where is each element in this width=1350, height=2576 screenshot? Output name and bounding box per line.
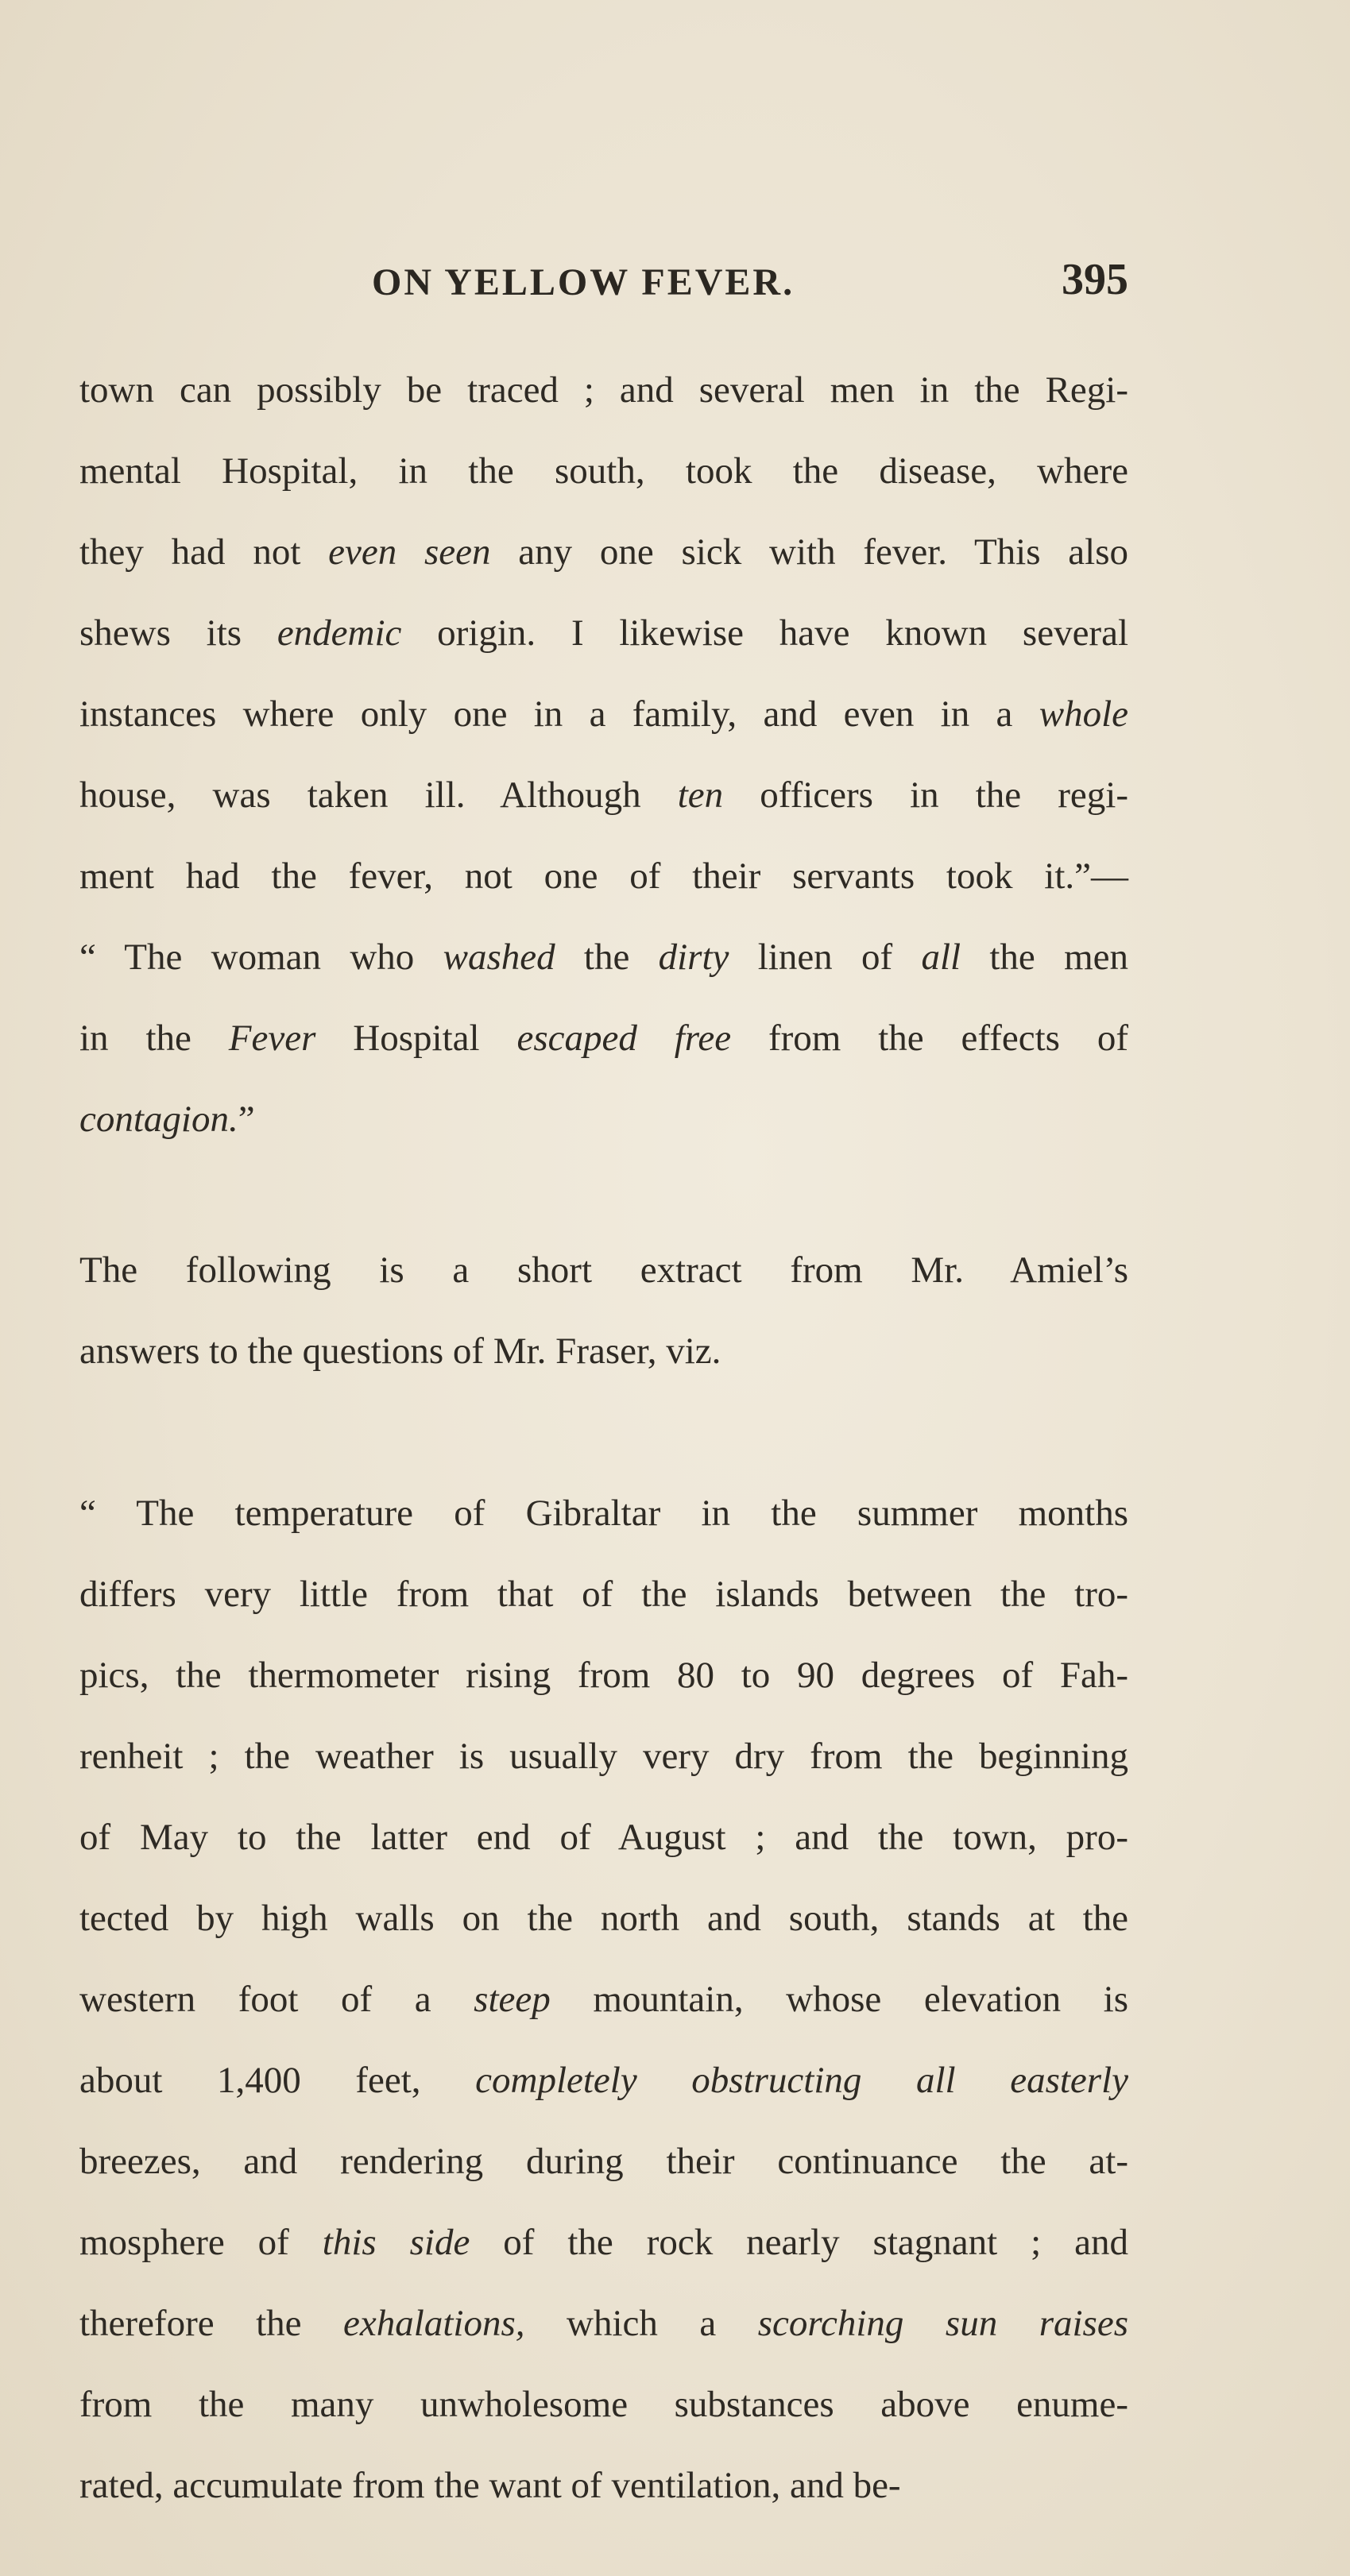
italic-text: dirty — [658, 937, 729, 978]
italic-text: washed — [443, 937, 555, 978]
text-run: of the rock nearly stagnant ; and — [470, 2222, 1128, 2263]
italic-text: exhalations, — [343, 2303, 525, 2344]
italic-text: whole — [1039, 693, 1128, 735]
italic-text: ten — [677, 774, 724, 816]
text-line — [79, 836, 1128, 917]
text-line — [79, 2040, 1128, 2121]
text-run: officers in the regi- — [723, 774, 1129, 816]
text-run: therefore the — [79, 2303, 344, 2344]
text-run: answers to the questions of Mr. Fraser, viz. — [79, 1330, 721, 1372]
text-line — [79, 1473, 1128, 1554]
text-run: Hospital — [315, 1018, 517, 1059]
text-run: which a — [524, 2303, 758, 2344]
paragraph-gap — [79, 1392, 1128, 1473]
text-line — [79, 1311, 1128, 1392]
paragraph — [79, 1473, 1128, 2526]
text-run: the — [555, 937, 659, 978]
text-line — [79, 2364, 1128, 2445]
text-run: origin. I likewise have known several — [401, 612, 1128, 654]
text-run: mountain, whose elevation is — [550, 1979, 1129, 2020]
paragraph — [79, 1230, 1128, 1392]
italic-text: scorching sun raises — [757, 2303, 1128, 2344]
text-line — [79, 1635, 1128, 1716]
text-line — [79, 350, 1128, 431]
text-line — [79, 755, 1128, 836]
text-line — [79, 1230, 1128, 1311]
text-line — [79, 431, 1128, 512]
text-line — [79, 1554, 1128, 1635]
text-run: mental Hospital, in the south, took the disease, where — [79, 450, 1128, 492]
italic-text: Fever — [228, 1018, 316, 1059]
italic-text: completely obstructing all easterly — [475, 2060, 1128, 2101]
text-run: tected by high walls on the north and south, stands at the — [79, 1898, 1128, 1939]
text-run: the men — [961, 937, 1128, 978]
italic-text: contagion. — [79, 1099, 238, 1140]
text-run: shews its — [79, 612, 277, 654]
text-line — [79, 593, 1128, 674]
text-run: “ The woman who — [79, 937, 443, 978]
text-run: town can possibly be traced ; and several men in the Regi- — [79, 369, 1128, 411]
text-run: from the many unwholesome substances above enume- — [79, 2384, 1128, 2425]
page-header — [79, 254, 1128, 326]
text-line — [79, 2202, 1128, 2283]
text-line — [79, 2445, 1128, 2526]
italic-text: endemic — [277, 612, 402, 654]
page-number: 395 — [1062, 255, 1128, 304]
text-run: of May to the latter end of August ; and the town, pro- — [79, 1817, 1128, 1858]
text-run: rated, accumulate from the want of ventilation, and be- — [79, 2465, 901, 2506]
text-line — [79, 1716, 1128, 1797]
italic-text: all — [921, 937, 961, 978]
text-run: in the — [79, 1018, 229, 1059]
text-run: from the effects of — [731, 1018, 1128, 1059]
text-run: they had not — [79, 531, 329, 573]
text-line — [79, 998, 1128, 1079]
text-line — [79, 1079, 1128, 1160]
text-run: linen of — [729, 937, 922, 978]
text-run: instances where only one in a family, and even in a — [79, 693, 1039, 735]
text-run: ment had the fever, not one of their servants took it.”— — [79, 855, 1128, 897]
text-run: house, was taken ill. Although — [79, 774, 678, 816]
text-run: pics, the thermometer rising from 80 to 90 degrees of Fah- — [79, 1655, 1128, 1696]
paragraph-gap — [79, 1160, 1128, 1230]
italic-text: escaped free — [516, 1018, 732, 1059]
text-run: mosphere of — [79, 2222, 323, 2263]
text-line — [79, 1797, 1128, 1878]
italic-text: this side — [322, 2222, 470, 2263]
italic-text: even seen — [328, 531, 491, 573]
text-run: breezes, and rendering during their continuance the at- — [79, 2141, 1128, 2182]
text-line — [79, 2283, 1128, 2364]
text-run: “ The temperature of Gibraltar in the summer months — [79, 1493, 1128, 1534]
paragraph — [79, 350, 1128, 1160]
text-run: ” — [238, 1099, 255, 1140]
text-run: any one sick with fever. This also — [490, 531, 1128, 573]
text-line — [79, 1878, 1128, 1959]
text-run: The following is a short extract from Mr. Amiel’s — [79, 1249, 1128, 1291]
italic-text: steep — [474, 1979, 551, 2020]
text-run: differs very little from that of the islands between the tro- — [79, 1574, 1128, 1615]
running-title: ON YELLOW FEVER. — [372, 261, 795, 303]
text-line — [79, 917, 1128, 998]
text-run: renheit ; the weather is usually very dry from the beginning — [79, 1736, 1128, 1777]
body-text — [79, 350, 1128, 2526]
text-run: western foot of a — [79, 1979, 474, 2020]
text-line — [79, 1959, 1128, 2040]
text-line — [79, 512, 1128, 593]
text-line — [79, 2121, 1128, 2202]
text-line — [79, 674, 1128, 755]
text-run: about 1,400 feet, — [79, 2060, 476, 2101]
